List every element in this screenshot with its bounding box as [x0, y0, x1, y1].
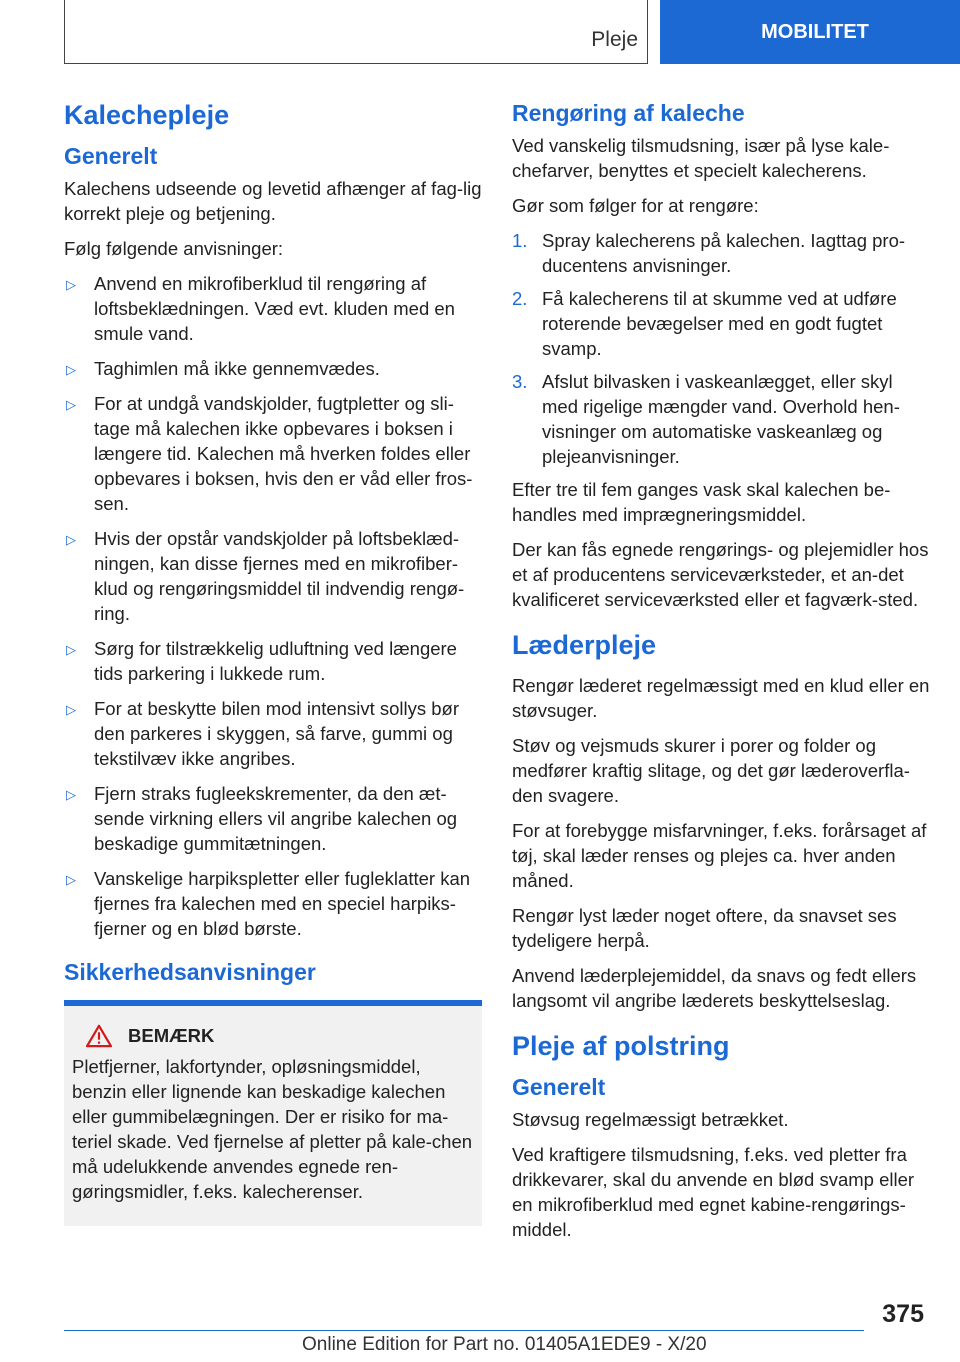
list-item: ▷ Taghimlen må ikke gennemvædes.	[64, 356, 482, 381]
paragraph: Støv og vejsmuds skurer i porer og folder og medfører kraftig slitage, og det gør læderoverfla-den svagere.	[512, 735, 910, 806]
paragraph: Følg følgende anvisninger:	[64, 238, 284, 259]
header-chapter-tab: MOBILITET	[660, 0, 960, 64]
paragraph: Støvsug regelmæssigt betrækket.	[512, 1109, 789, 1130]
warning-note-box	[64, 1006, 482, 1226]
list-item: ▷ For at undgå vandskjolder, fugtpletter og sli-tage må kalechen ikke opbevares i boksen i længere tid. Kalechen må hverken foldes eller opbevares i boksen, hvis den er våd eller fros-sen.	[66, 393, 473, 514]
paragraph: Rengør læderet regelmæssigt med en klud eller en støvsuger.	[512, 675, 930, 721]
list-item: ▷ Fjern straks fugleekskrementer, da den æt-sende virkning ellers vil angribe kalechen og beskadige gummitætningen.	[66, 783, 458, 854]
header-section-title: Pleje	[591, 28, 638, 51]
section-title-polstring: Pleje af polstring	[512, 1031, 730, 1061]
paragraph: Efter tre til fem ganges vask skal kalechen be-handles med imprægneringsmiddel.	[512, 479, 891, 525]
paragraph: Ved kraftigere tilsmudsning, f.eks. ved pletter fra drikkevarer, skal du anvende en blød svamp eller en mikrofiberklud med egnet kabine-rengørings-middel.	[512, 1144, 915, 1240]
paragraph: Anvend læderplejemiddel, da snavs og fedt ellers langsomt vil angribe læderets beskyttelseslag.	[512, 965, 917, 1011]
header-frame	[64, 0, 648, 64]
step-item: 2. Få kalecherens til at skumme ved at udføre roterende bevægelser med en godt fugtet svamp.	[512, 288, 897, 359]
steps-list	[512, 228, 930, 469]
section-title-kalechepleje: Kalechepleje	[64, 100, 230, 130]
paragraph: Kalechens udseende og levetid afhænger af fag-lig korrekt pleje og betjening.	[64, 178, 482, 224]
paragraph: Der kan fås egnede rengørings- og plejemidler hos et af producentens serviceværksteder, et an-det kvalificeret serviceværksted eller et fagværk-sted.	[512, 539, 929, 610]
subheading-generelt: Generelt	[512, 1074, 606, 1100]
footer-divider	[64, 1330, 864, 1331]
list-item: ▷ Vanskelige harpikspletter eller fugleklatter kan fjernes fra kalechen med en speciel harpiks-fjerner og en blød børste.	[66, 868, 471, 939]
subheading-sikkerhedsanvisninger: Sikkerhedsanvisninger	[64, 959, 316, 985]
page-number: 375	[882, 1300, 924, 1328]
bullet-triangle-icon: ▷	[66, 532, 76, 547]
instruction-list	[64, 271, 482, 941]
footer-edition: Online Edition for Part no. 01405A1EDE9 - X/20	[302, 1334, 707, 1355]
list-item: ▷ For at beskytte bilen mod intensivt sollys bør den parkeres i skyggen, så farve, gummi og tekstilvæv ikke angribes.	[66, 698, 460, 769]
list-item: ▷ Hvis der opstår vandskjolder på loftsbeklæd-ningen, kan disse fjernes med en mikrofiber-klud og rengøringsmiddel til indvendig rengø-ring.	[66, 528, 465, 624]
subheading-generelt: Generelt	[64, 143, 158, 169]
paragraph: Ved vanskelig tilsmudsning, især på lyse kale-chefarver, benyttes et specielt kalecherens.	[512, 135, 890, 181]
step-item: 1. Spray kalecherens på kalechen. Iagttag pro-ducentens anvisninger.	[512, 230, 906, 276]
left-column	[64, 100, 482, 1226]
bullet-triangle-icon: ▷	[66, 277, 76, 292]
paragraph: Gør som følger for at rengøre:	[512, 195, 759, 216]
step-number: 2.	[512, 288, 528, 309]
list-item: ▷ Anvend en mikrofiberklud til rengøring af loftsbeklædningen. Væd evt. kluden med en smule vand.	[66, 273, 455, 344]
bullet-triangle-icon: ▷	[66, 397, 76, 412]
right-column	[512, 100, 930, 1252]
note-label: BEMÆRK	[128, 1025, 215, 1046]
paragraph: For at forebygge misfarvninger, f.eks. forårsaget af tøj, skal læder renses og plejes ca. hver anden måned.	[512, 820, 927, 891]
step-number: 3.	[512, 371, 528, 392]
bullet-triangle-icon: ▷	[66, 702, 76, 717]
warning-triangle-icon	[84, 1024, 114, 1048]
section-title-laederpleje: Læderpleje	[512, 630, 657, 660]
note-text: Pletfjerner, lakfortynder, opløsningsmiddel, benzin eller lignende kan beskadige kalechen eller gummibelægningen. Der er risiko for ma-teriel skade. Ved fjernelse af pletter på kale-chen må udelukkende anvendes egnede ren-gøringsmidler, f.eks. kalecherenser.	[72, 1056, 473, 1202]
paragraph: Rengør lyst læder noget oftere, da snavset ses tydeligere herpå.	[512, 905, 897, 951]
list-item: ▷ Sørg for tilstrækkelig udluftning ved længere tids parkering i lukkede rum.	[66, 638, 457, 684]
bullet-triangle-icon: ▷	[66, 787, 76, 802]
bullet-triangle-icon: ▷	[66, 362, 76, 377]
bullet-triangle-icon: ▷	[66, 872, 76, 887]
step-number: 1.	[512, 230, 528, 251]
subheading-rengoering: Rengøring af kaleche	[512, 100, 745, 126]
note-header	[72, 1024, 474, 1048]
bullet-triangle-icon: ▷	[66, 642, 76, 657]
step-item: 3. Afslut bilvasken i vaskeanlægget, eller skyl med rigelige mængder vand. Overhold hen-visninger om automatiske vaskeanlæg og plejeanvisninger.	[512, 371, 900, 467]
